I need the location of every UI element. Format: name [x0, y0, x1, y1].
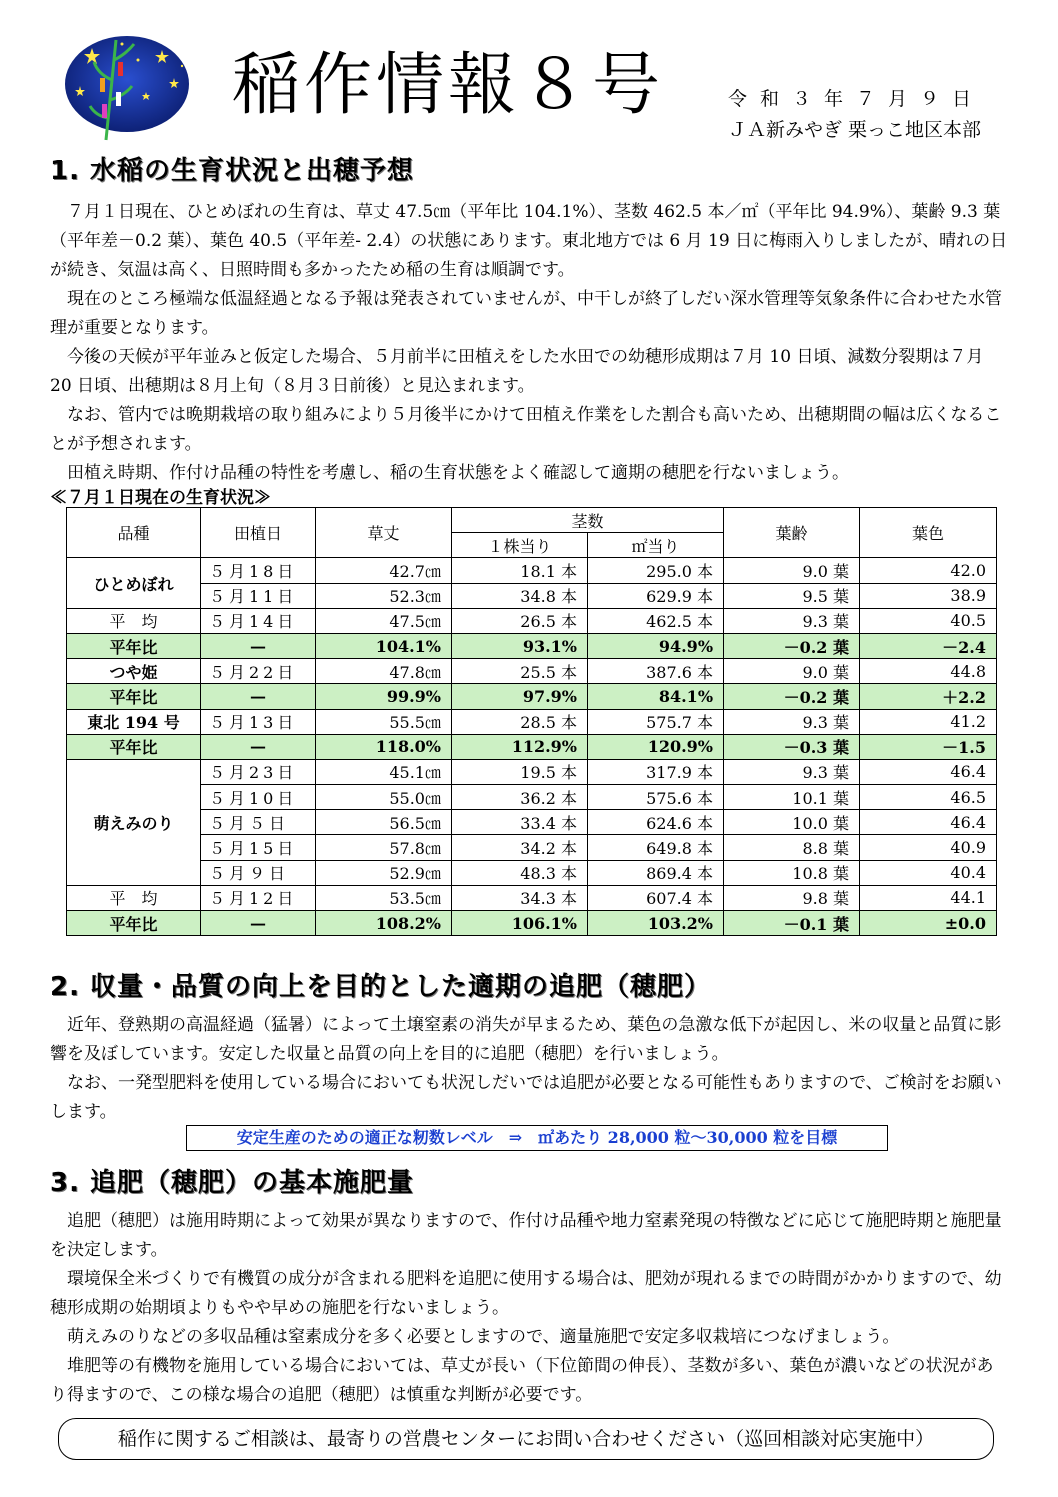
variety-cell: 萌えみのり	[67, 759, 201, 885]
per-sqm-cell: 84.1%	[588, 684, 724, 709]
per-plant-cell: 93.1%	[452, 633, 588, 658]
height-cell: 57.8㎝	[316, 835, 452, 860]
leaf-color-cell: 42.0	[860, 558, 997, 583]
per-plant-cell: 48.3 本	[452, 860, 588, 885]
organization-name: ＪＡ新みやぎ 栗っこ地区本部	[728, 119, 982, 141]
per-sqm-cell: 387.6 本	[588, 659, 724, 684]
leaf-age-cell: 9.8 葉	[724, 885, 860, 910]
date-cell: ５月11日	[201, 583, 316, 608]
leaf-age-cell: 10.8 葉	[724, 860, 860, 885]
height-cell: 118.0%	[316, 734, 452, 759]
variety-cell: 平年比	[67, 911, 201, 936]
leaf-color-cell: 44.8	[860, 659, 997, 684]
per-plant-cell: 18.1 本	[452, 558, 588, 583]
target-callout: 安定生産のための適正な籾数レベル ⇒ ㎡あたり 28,000 粒～30,000 粒を目標	[186, 1125, 888, 1151]
table-row	[67, 659, 997, 684]
variety-cell: 平年比	[67, 684, 201, 709]
leaf-age-cell: 9.5 葉	[724, 583, 860, 608]
per-plant-cell: 112.9%	[452, 734, 588, 759]
per-plant-cell: 33.4 本	[452, 810, 588, 835]
height-cell: 52.9㎝	[316, 860, 452, 885]
per-sqm-cell: 649.8 本	[588, 835, 724, 860]
table-row	[67, 558, 997, 583]
date-cell: ５月14日	[201, 608, 316, 633]
paragraph: ７月１日現在、ひとめぼれの生育は、草丈 47.5㎝（平年比 104.1%）、茎数 462.5 本／㎡（平年比 94.9%）、葉齢 9.3 葉（平年差－0.2 葉）、葉色 40.5（平年差- 2.4）の状態にあります。東北地方では 6 月 19 日に梅雨入りしましたが、晴れの日が続き、気温は高く、日照時間も多かったため稲の生育は順調です。	[50, 202, 1008, 280]
height-cell: 42.7㎝	[316, 558, 452, 583]
leaf-age-cell: －0.2 葉	[724, 633, 860, 658]
date-cell: —	[201, 911, 316, 936]
date-cell: ５月23日	[201, 759, 316, 784]
paragraph: なお、管内では晩期栽培の取り組みにより５月後半にかけて田植え作業をした割合も高いため、出穂期間の幅は広くなることが予想されます。	[50, 405, 1002, 454]
date-cell: ５月22日	[201, 659, 316, 684]
per-sqm-cell: 317.9 本	[588, 759, 724, 784]
leaf-color-cell: －2.4	[860, 633, 997, 658]
per-plant-cell: 34.2 本	[452, 835, 588, 860]
leaf-color-cell: 41.2	[860, 709, 997, 734]
per-sqm-cell: 295.0 本	[588, 558, 724, 583]
leaf-age-cell: －0.2 葉	[724, 684, 860, 709]
issue-date: 令和３年７月９日	[728, 88, 985, 110]
leaf-color-cell: 40.9	[860, 835, 997, 860]
date-cell: ５月12日	[201, 885, 316, 910]
paragraph: なお、一発型肥料を使用している場合においても状況しだいでは追肥が必要となる可能性もありますので、ご検討をお願いします。	[50, 1073, 1002, 1122]
leaf-color-cell: 46.4	[860, 810, 997, 835]
table-row	[67, 759, 997, 784]
paragraph: 萌えみのりなどの多収品種は窒素成分を多く必要としますので、適量施肥で安定多収栽培につなげましょう。	[67, 1327, 900, 1347]
date-cell: —	[201, 633, 316, 658]
height-cell: 99.9%	[316, 684, 452, 709]
per-plant-cell: 26.5 本	[452, 608, 588, 633]
date-cell: ５月15日	[201, 835, 316, 860]
variety-cell: つや姫	[67, 659, 201, 684]
leaf-age-cell: 9.3 葉	[724, 608, 860, 633]
table-row	[67, 633, 997, 658]
per-sqm-cell: 575.6 本	[588, 785, 724, 810]
per-sqm-cell: 629.9 本	[588, 583, 724, 608]
date-cell: —	[201, 684, 316, 709]
leaf-color-cell: 40.5	[860, 608, 997, 633]
per-sqm-cell: 575.7 本	[588, 709, 724, 734]
tanabata-logo	[62, 30, 192, 142]
column-header: 田植日	[201, 508, 316, 558]
page-title: 稲作情報８号	[232, 46, 665, 125]
per-plant-cell: 28.5 本	[452, 709, 588, 734]
table-row	[67, 810, 997, 835]
column-header: 茎数	[452, 508, 724, 533]
leaf-age-cell: 9.3 葉	[724, 709, 860, 734]
section-3-heading: 3. 追肥（穂肥）の基本施肥量	[50, 1168, 415, 1198]
section-2-body	[50, 1011, 1008, 1127]
paragraph: 堆肥等の有機物を施用している場合においては、草丈が長い（下位節間の伸長）、茎数が多い、葉色が濃いなどの状況があり得ますので、この様な場合の追肥（穂肥）は慎重な判断が必要です。	[50, 1356, 994, 1405]
leaf-age-cell: －0.3 葉	[724, 734, 860, 759]
height-cell: 47.5㎝	[316, 608, 452, 633]
section-2-heading: 2. 収量・品質の向上を目的とした適期の追肥（穂肥）	[50, 972, 712, 1002]
table-row	[67, 885, 997, 910]
table-row	[67, 709, 997, 734]
leaf-color-cell: ＋2.2	[860, 684, 997, 709]
variety-cell: 平 均	[67, 885, 201, 910]
date-cell: ５月５日	[201, 810, 316, 835]
column-header: ㎡当り	[588, 533, 724, 558]
leaf-age-cell: 9.3 葉	[724, 759, 860, 784]
per-plant-cell: 25.5 本	[452, 659, 588, 684]
height-cell: 55.0㎝	[316, 785, 452, 810]
leaf-color-cell: ±0.0	[860, 911, 997, 936]
paragraph: 近年、登熟期の高温経過（猛暑）によって土壌窒素の消失が早まるため、葉色の急激な低下が起因し、米の収量と品質に影響を及ぼしています。安定した収量と品質の向上を目的に追肥（穂肥）を行いましょう。	[50, 1015, 1002, 1064]
variety-cell: 平年比	[67, 734, 201, 759]
table-row	[67, 785, 997, 810]
variety-cell: 平年比	[67, 633, 201, 658]
per-sqm-cell: 462.5 本	[588, 608, 724, 633]
paragraph: 田植え時期、作付け品種の特性を考慮し、稲の生育状態をよく確認して適期の穂肥を行ないましょう。	[67, 463, 849, 483]
table-row	[67, 608, 997, 633]
table-title: ≪７月１日現在の生育状況≫	[50, 488, 271, 508]
column-header: 草丈	[316, 508, 452, 558]
leaf-color-cell: 46.4	[860, 759, 997, 784]
table-row	[67, 684, 997, 709]
per-sqm-cell: 624.6 本	[588, 810, 724, 835]
column-header: １株当り	[452, 533, 588, 558]
leaf-color-cell: 40.4	[860, 860, 997, 885]
date-cell: ５月13日	[201, 709, 316, 734]
table-row	[67, 835, 997, 860]
per-sqm-cell: 120.9%	[588, 734, 724, 759]
paragraph: 今後の天候が平年並みと仮定した場合、５月前半に田植えをした水田での幼穂形成期は７月 10 日頃、減数分裂期は７月 20 日頃、出穂期は８月上旬（８月３日前後）と見込まれます。	[50, 347, 984, 396]
table-row	[67, 734, 997, 759]
date-cell: —	[201, 734, 316, 759]
per-plant-cell: 19.5 本	[452, 759, 588, 784]
per-sqm-cell: 869.4 本	[588, 860, 724, 885]
growth-table	[66, 507, 997, 936]
leaf-age-cell: －0.1 葉	[724, 911, 860, 936]
height-cell: 52.3㎝	[316, 583, 452, 608]
leaf-color-cell: 44.1	[860, 885, 997, 910]
per-sqm-cell: 94.9%	[588, 633, 724, 658]
per-plant-cell: 106.1%	[452, 911, 588, 936]
consultation-notice: 稲作に関するご相談は、最寄りの営農センターにお問い合わせください（巡回相談対応実施中）	[58, 1418, 994, 1460]
leaf-age-cell: 9.0 葉	[724, 659, 860, 684]
column-header: 葉齢	[724, 508, 860, 558]
section-1-body	[50, 198, 1008, 488]
paragraph: 環境保全米づくりで有機質の成分が含まれる肥料を追肥に使用する場合は、肥効が現れるまでの時間がかかりますので、幼穂形成期の始期頃よりもやや早めの施肥を行ないましょう。	[50, 1269, 1002, 1318]
leaf-age-cell: 8.8 葉	[724, 835, 860, 860]
table-row	[67, 911, 997, 936]
date-cell: ５月10日	[201, 785, 316, 810]
leaf-age-cell: 10.0 葉	[724, 810, 860, 835]
height-cell: 55.5㎝	[316, 709, 452, 734]
per-plant-cell: 34.3 本	[452, 885, 588, 910]
column-header: 葉色	[860, 508, 997, 558]
variety-cell: 東北 194 号	[67, 709, 201, 734]
date-cell: ５月９日	[201, 860, 316, 885]
table-row	[67, 860, 997, 885]
leaf-color-cell: 46.5	[860, 785, 997, 810]
paragraph: 追肥（穂肥）は施用時期によって効果が異なりますので、作付け品種や地力窒素発現の特徴などに応じて施肥時期と施肥量を決定します。	[50, 1211, 1002, 1260]
height-cell: 45.1㎝	[316, 759, 452, 784]
leaf-color-cell: 38.9	[860, 583, 997, 608]
per-plant-cell: 97.9%	[452, 684, 588, 709]
table-row	[67, 583, 997, 608]
leaf-color-cell: －1.5	[860, 734, 997, 759]
height-cell: 108.2%	[316, 911, 452, 936]
date-cell: ５月18日	[201, 558, 316, 583]
variety-cell: 平 均	[67, 608, 201, 633]
section-1-heading: 1. 水稲の生育状況と出穂予想	[50, 156, 415, 186]
per-plant-cell: 34.8 本	[452, 583, 588, 608]
leaf-age-cell: 10.1 葉	[724, 785, 860, 810]
per-sqm-cell: 607.4 本	[588, 885, 724, 910]
height-cell: 53.5㎝	[316, 885, 452, 910]
height-cell: 56.5㎝	[316, 810, 452, 835]
height-cell: 47.8㎝	[316, 659, 452, 684]
height-cell: 104.1%	[316, 633, 452, 658]
per-sqm-cell: 103.2%	[588, 911, 724, 936]
paragraph: 現在のところ極端な低温経過となる予報は発表されていませんが、中干しが終了しだい深水管理等気象条件に合わせた水管理が重要となります。	[50, 289, 1002, 338]
section-3-body	[50, 1207, 1008, 1410]
variety-cell: ひとめぼれ	[67, 558, 201, 608]
per-plant-cell: 36.2 本	[452, 785, 588, 810]
leaf-age-cell: 9.0 葉	[724, 558, 860, 583]
column-header: 品種	[67, 508, 201, 558]
